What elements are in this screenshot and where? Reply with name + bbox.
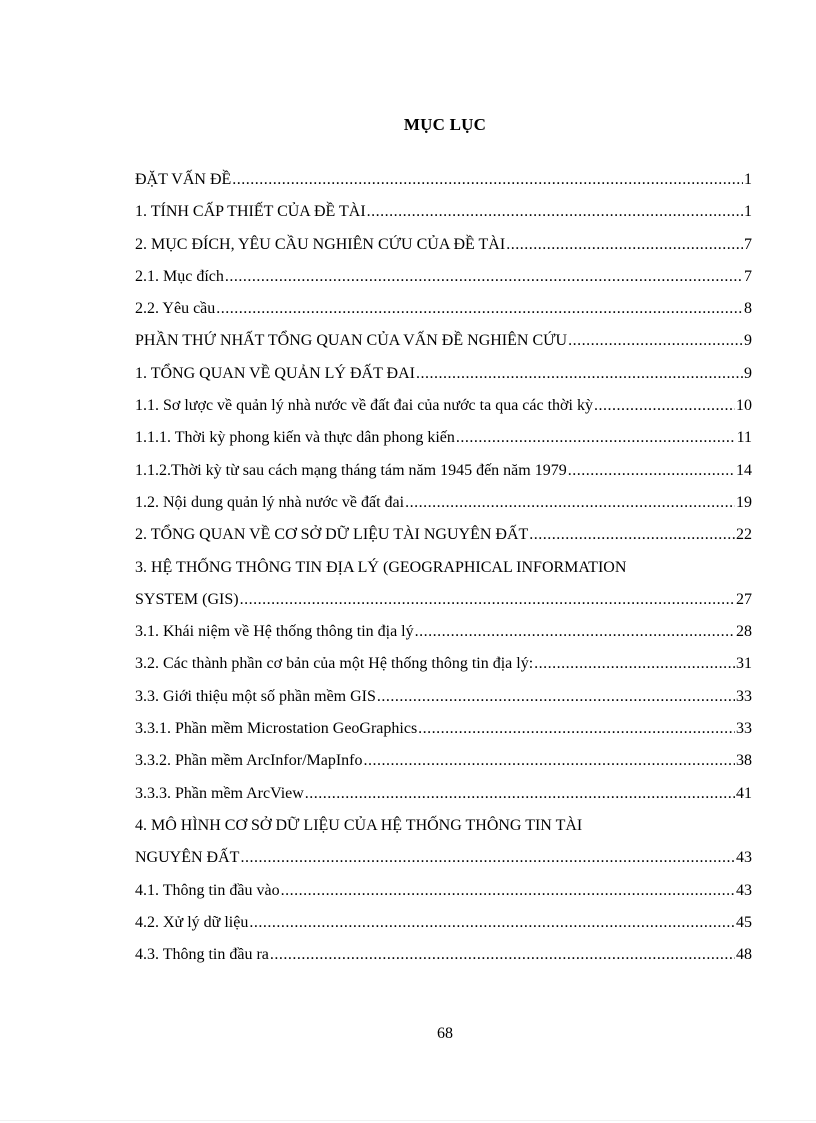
toc-entry-label: 2.2. Yêu cầu — [135, 300, 216, 318]
toc-dot-leader — [305, 778, 735, 810]
toc-entry-label: 1.1. Sơ lược về quản lý nhà nước về đất đai của nước ta qua các thời kỳ — [135, 397, 593, 415]
toc-entry-page: 1 — [744, 203, 752, 221]
toc-entry-page: 38 — [736, 752, 752, 770]
toc-entry-label: 1.1.1. Thời kỳ phong kiến và thực dân phong kiến — [135, 429, 455, 447]
toc-entry-label: 3.3.2. Phần mềm ArcInfor/MapInfo — [135, 752, 363, 770]
toc-entry — [135, 875, 752, 907]
table-of-contents — [135, 164, 752, 971]
toc-entry — [135, 616, 752, 648]
toc-dot-leader — [364, 745, 735, 777]
toc-entry-label: 3.3.3. Phần mềm ArcView — [135, 784, 304, 802]
toc-entry-page: 1 — [744, 171, 752, 188]
toc-entry — [135, 455, 752, 487]
toc-dot-leader — [418, 713, 735, 745]
toc-entry-label: NGUYÊN ĐẤT — [135, 849, 240, 867]
toc-entry-page: 27 — [736, 590, 752, 608]
toc-entry-page: 10 — [736, 397, 752, 415]
toc-entry-label: 3.2. Các thành phần cơ bản của một Hệ thống thông tin địa lý: — [135, 655, 534, 673]
toc-entry-page: 33 — [736, 720, 752, 738]
toc-entry — [135, 842, 752, 874]
toc-entry-heading-line: 4. MÔ HÌNH CƠ SỞ DỮ LIỆU CỦA HỆ THỐNG THÔNG TIN TÀI — [135, 816, 583, 834]
toc-entry — [135, 713, 752, 745]
toc-entry-page: 45 — [736, 913, 752, 931]
page-bottom-edge — [0, 1120, 816, 1121]
toc-entry — [135, 778, 752, 810]
toc-entry — [135, 907, 752, 939]
toc-entry — [135, 325, 752, 357]
toc-entry-label: 1.1.2.Thời kỳ từ sau cách mạng tháng tám năm 1945 đến năm 1979 — [135, 461, 567, 479]
toc-dot-leader — [281, 875, 735, 907]
toc-entry-label: 2. MỤC ĐÍCH, YÊU CẦU NGHIÊN CỨU CỦA ĐỀ TÀI — [135, 235, 506, 253]
toc-entry-label: 2. TỔNG QUAN VỀ CƠ SỞ DỮ LIỆU TÀI NGUYÊN ĐẤT — [135, 526, 529, 544]
toc-entry-heading-line: 3. HỆ THỐNG THÔNG TIN ĐỊA LÝ (GEOGRAPHICAL INFORMATION — [135, 558, 627, 576]
toc-entry-label: 4.1. Thông tin đầu vào — [135, 881, 280, 899]
toc-dot-leader — [568, 455, 735, 487]
toc-entry — [135, 519, 752, 551]
toc-dot-leader — [270, 939, 735, 971]
toc-entry-label: 4.3. Thông tin đầu ra — [135, 946, 269, 964]
toc-entry-page: 22 — [736, 526, 752, 544]
toc-entry-label: 1. TỔNG QUAN VỀ QUẢN LÝ ĐẤT ĐAI — [135, 364, 415, 382]
toc-entry-page: 19 — [736, 493, 752, 511]
toc-entry-page: 11 — [736, 429, 752, 447]
toc-entry-page: 31 — [736, 655, 752, 673]
toc-entry-page: 8 — [744, 300, 752, 318]
page-title: MỤC LỤC — [403, 115, 487, 134]
toc-entry-page: 28 — [736, 623, 752, 641]
toc-dot-leader — [405, 487, 735, 519]
toc-dot-leader — [594, 390, 735, 422]
toc-entry-label: 1. TÍNH CẤP THIẾT CỦA ĐỀ TÀI — [135, 203, 366, 221]
toc-dot-leader — [416, 358, 743, 390]
toc-dot-leader — [240, 584, 735, 616]
toc-entry — [135, 261, 752, 293]
toc-entry-page: 33 — [736, 687, 752, 705]
toc-entry-label: SYSTEM (GIS) — [135, 590, 239, 608]
toc-entry-page: 9 — [744, 332, 752, 350]
toc-entry — [135, 487, 752, 519]
toc-dot-leader — [225, 261, 743, 293]
toc-entry-label: 4.2. Xử lý dữ liệu — [135, 913, 249, 931]
toc-entry-page: 14 — [736, 461, 752, 479]
toc-dot-leader — [456, 422, 736, 454]
toc-entry-label: 2.1. Mục đích — [135, 267, 224, 285]
toc-entry — [135, 584, 752, 616]
toc-dot-leader — [249, 907, 735, 939]
toc-entry — [135, 422, 752, 454]
toc-entry — [135, 293, 752, 325]
toc-dot-leader — [232, 164, 743, 196]
toc-entry-page: 43 — [736, 881, 752, 899]
toc-entry-label: PHẦN THỨ NHẤT TỔNG QUAN CỦA VẤN ĐỀ NGHIÊN CỨU — [135, 332, 568, 350]
toc-entry — [135, 229, 752, 261]
toc-entry-label: 3.1. Khái niệm về Hệ thống thông tin địa lý — [135, 623, 414, 641]
toc-entry-page: 9 — [744, 364, 752, 382]
toc-entry — [135, 358, 752, 390]
toc-dot-leader — [534, 648, 735, 680]
toc-dot-leader — [506, 229, 743, 261]
toc-dot-leader — [240, 842, 735, 874]
toc-entry-label: ĐẶT VẤN ĐỀ — [135, 171, 232, 188]
toc-dot-leader — [216, 293, 743, 325]
toc-dot-leader — [529, 519, 735, 551]
toc-entry-page: 7 — [744, 235, 752, 253]
toc-entry — [135, 681, 752, 713]
toc-dot-leader — [415, 616, 735, 648]
toc-entry-label: 3.3.1. Phần mềm Microstation GeoGraphics — [135, 720, 418, 738]
toc-dot-leader — [367, 196, 743, 228]
toc-entry — [135, 745, 752, 777]
toc-entry — [135, 196, 752, 228]
toc-entry — [135, 390, 752, 422]
toc-entry — [135, 648, 752, 680]
toc-dot-leader — [568, 325, 743, 357]
page-number: 68 — [437, 1025, 453, 1042]
toc-dot-leader — [377, 681, 735, 713]
toc-entry-label: 3.3. Giới thiệu một số phần mềm GIS — [135, 687, 376, 705]
toc-entry-page: 43 — [736, 849, 752, 867]
toc-entry — [135, 164, 752, 196]
toc-entry-page: 48 — [736, 946, 752, 964]
toc-entry-page: 7 — [744, 267, 752, 285]
toc-entry-label: 1.2. Nội dung quản lý nhà nước về đất đai — [135, 493, 405, 511]
toc-entry-page: 41 — [736, 784, 752, 802]
toc-entry — [135, 939, 752, 971]
